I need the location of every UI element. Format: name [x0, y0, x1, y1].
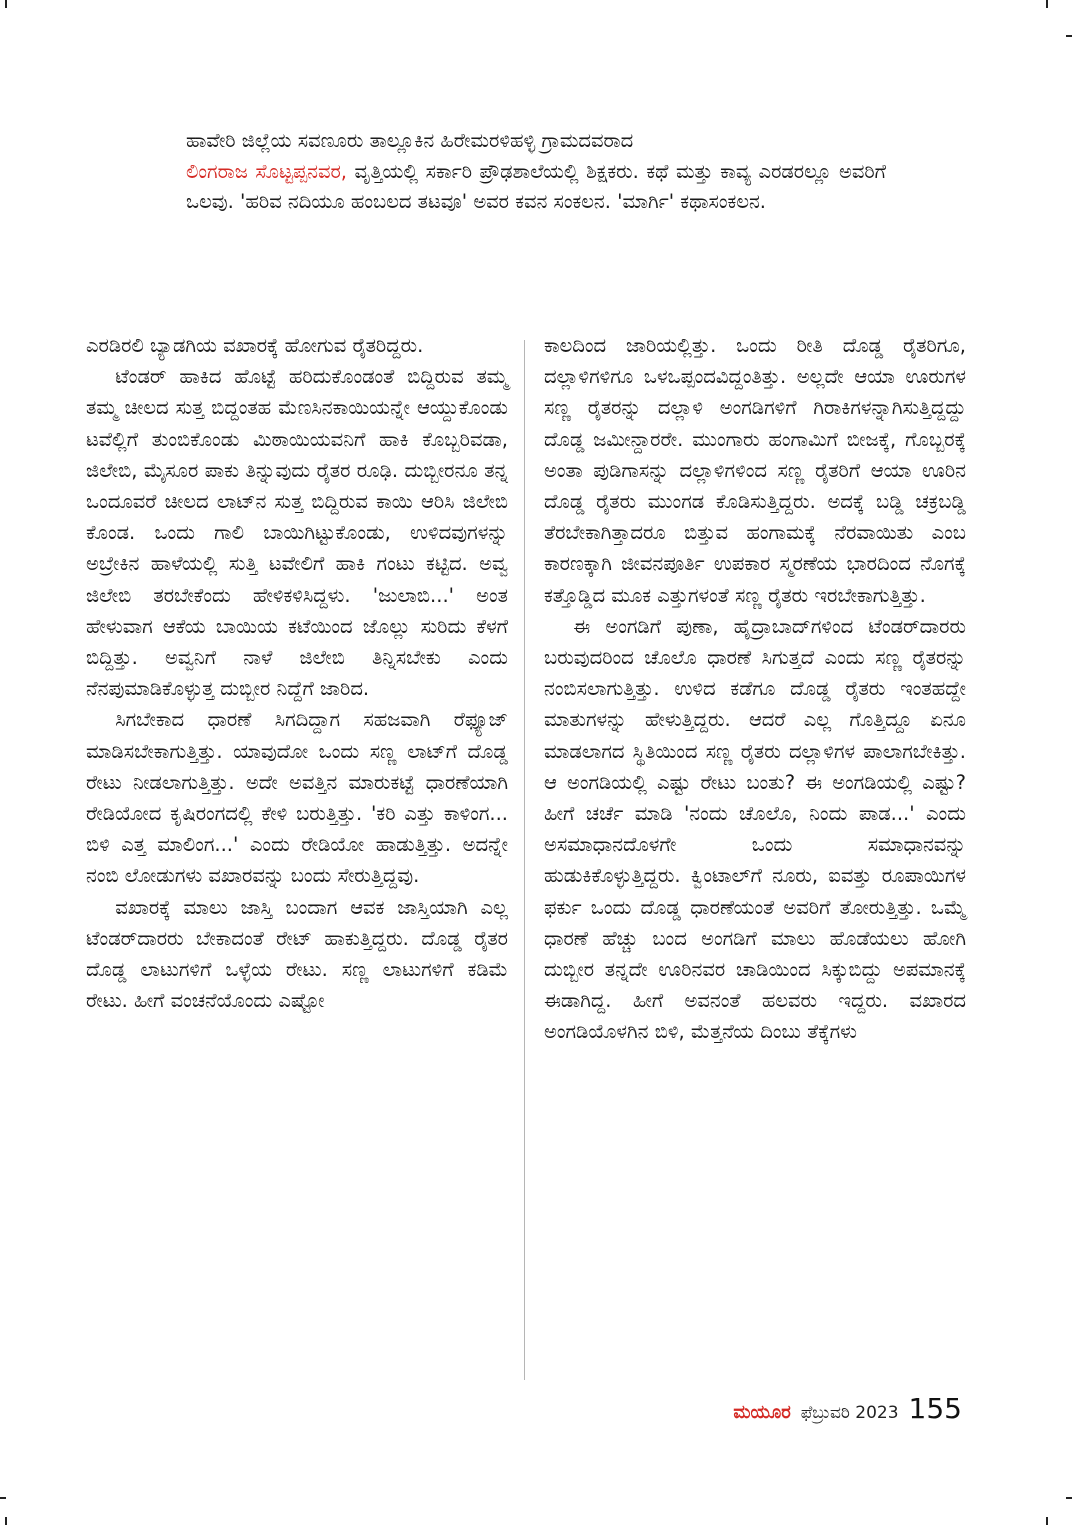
page-number: 155: [908, 1392, 962, 1425]
crop-mark-top-left: [5, 0, 7, 8]
page-footer: [733, 1392, 962, 1425]
paragraph: ಟೆಂಡರ್ ಹಾಕಿದ ಹೊಟ್ಟೆ ಹರಿದುಕೊಂಡಂತೆ ಬಿದ್ದಿರುವ ತಮ್ಮ ತಮ್ಮ ಚೀಲದ ಸುತ್ತ ಬಿದ್ದಂತಹ ಮೆಣಸಿನಕಾಯಿಯನ್ನೇ ಆಯ್ದುಕೊಂಡು ಟವೆಲ್ಲಿಗೆ ತುಂಬಿಕೊಂಡು ಮಿಠಾಯಿಯವನಿಗೆ ಹಾಕಿ ಕೊಬ್ಬರಿವಡಾ, ಜಿಲೇಬಿ, ಮೈಸೂರ ಪಾಕು ತಿನ್ನುವುದು ರೈತರ ರೂಢಿ. ದುಬ್ಬೀರನೂ ತನ್ನ ಒಂದೂವರೆ ಚೀಲದ ಲಾಟ್‌ನ ಸುತ್ತ ಬಿದ್ದಿರುವ ಕಾಯಿ ಆರಿಸಿ ಜಿಲೇಬಿ ಕೊಂಡ. ಒಂದು ಗಾಲಿ ಬಾಯಿಗಿಟ್ಟುಕೊಂಡು, ಉಳಿದವುಗಳನ್ನು ಅಬ್ರೇಕಿನ ಹಾಳೆಯಲ್ಲಿ ಸುತ್ತಿ ಟವೇಲಿಗೆ ಹಾಕಿ ಗಂಟು ಕಟ್ಟಿದ. ಅವ್ವ ಜಿಲೇಬಿ ತರಬೇಕೆಂದು ಹೇಳಿಕಳಿಸಿದ್ದಳು. 'ಜುಲಾಬಿ...' ಅಂತ ಹೇಳುವಾಗ ಆಕೆಯ ಬಾಯಿಯ ಕಟೆಯಿಂದ ಜೊಲ್ಲು ಸುರಿದು ಕೆಳಗೆ ಬಿದ್ದಿತ್ತು. ಅವ್ವನಿಗೆ ನಾಳೆ ಜಿಲೇಬಿ ತಿನ್ನಿಸಬೇಕು ಎಂದು ನೆನಪುಮಾಡಿಕೊಳ್ಳುತ್ತ ದುಬ್ಬೀರ ನಿದ್ದೆಗೆ ಜಾರಿದ.: [86, 365, 508, 701]
paragraph: ಸಿಗಬೇಕಾದ ಧಾರಣೆ ಸಿಗದಿದ್ದಾಗ ಸಹಜವಾಗಿ ರೆಫ್ಯೂಜ್ ಮಾಡಿಸಬೇಕಾಗುತ್ತಿತ್ತು. ಯಾವುದೋ ಒಂದು ಸಣ್ಣ ಲಾಟ್‌ಗೆ ದೊಡ್ಡ ರೇಟು ನೀಡಲಾಗುತ್ತಿತ್ತು. ಅದೇ ಅವತ್ತಿನ ಮಾರುಕಟ್ಟೆ ಧಾರಣೆಯಾಗಿ ರೇಡಿಯೋದ ಕೃಷಿರಂಗದಲ್ಲಿ ಕೇಳಿ ಬರುತ್ತಿತ್ತು. 'ಕರಿ ಎತ್ತು ಕಾಳಿಂಗ... ಬಿಳಿ ಎತ್ತ ಮಾಲಿಂಗ...' ಎಂದು ರೇಡಿಯೋ ಹಾಡುತ್ತಿತ್ತು. ಅದನ್ನೇ ನಂಬಿ ಲೋಡುಗಳು ವಖಾರವನ್ನು ಬಂದು ಸೇರುತ್ತಿದ್ದವು.: [86, 708, 508, 888]
paragraph: ವಖಾರಕ್ಕೆ ಮಾಲು ಜಾಸ್ತಿ ಬಂದಾಗ ಆವಕ ಜಾಸ್ತಿಯಾಗಿ ಎಲ್ಲ ಟೆಂಡರ್‌ದಾರರು ಬೇಕಾದಂತೆ ರೇಟ್ ಹಾಕುತ್ತಿದ್ದರು. ದೊಡ್ಡ ರೈತರ ದೊಡ್ಡ ಲಾಟುಗಳಿಗೆ ಒಳ್ಳೆಯ ರೇಟು. ಸಣ್ಣ ಲಾಟುಗಳಿಗೆ ಕಡಿಮೆ ರೇಟು. ಹೀಗೆ ವಂಚನೆಯೊಂದು ಎಷ್ಟೋ: [86, 895, 508, 1013]
article-column-left: [86, 330, 508, 1016]
crop-mark-bottom-left: [5, 1517, 7, 1525]
crop-mark-right-upper: [1066, 35, 1072, 37]
magazine-name: ಮಯೂರ: [733, 1402, 791, 1423]
author-name: ಲಿಂಗರಾಜ ಸೊಟ್ಟಪ್ಪನವರ,: [186, 159, 347, 183]
crop-mark-left-lower: [0, 1497, 6, 1499]
column-divider: [524, 340, 525, 1380]
issue-date: ಫೆಬ್ರುವರಿ 2023: [800, 1403, 899, 1423]
author-bio: [186, 126, 886, 218]
bio-intro: ಹಾವೇರಿ ಜಿಲ್ಲೆಯ ಸವಣೂರು ತಾಲ್ಲೂಕಿನ ಹಿರೇಮರಳಿಹಳ್ಳಿ ಗ್ರಾಮದವರಾದ: [186, 129, 634, 152]
bio-description: ವೃತ್ತಿಯಲ್ಲಿ ಸರ್ಕಾರಿ ಪ್ರೌಢಶಾಲೆಯಲ್ಲಿ ಶಿಕ್ಷಕರು. ಕಥೆ ಮತ್ತು ಕಾವ್ಯ ಎರಡರಲ್ಲೂ ಅವರಿಗೆ ಒಲವು. 'ಹರಿವ ನದಿಯೂ ಹಂಬಲದ ತಟವೂ' ಅವರ ಕವನ ಸಂಕಲನ. 'ಮಾರ್ಗಿ' ಕಥಾಸಂಕಲನ.: [186, 159, 887, 213]
crop-mark-bottom-right: [1046, 1517, 1048, 1525]
paragraph: ಎರಡಿರಲಿ ಬ್ಯಾಡಗಿಯ ವಖಾರಕ್ಕೆ ಹೋಗುವ ರೈತರಿದ್ದರು.: [86, 334, 424, 357]
paragraph: ಕಾಲದಿಂದ ಜಾರಿಯಲ್ಲಿತ್ತು. ಒಂದು ರೀತಿ ದೊಡ್ಡ ರೈತರಿಗೂ, ದಲ್ಲಾಳಿಗಳಿಗೂ ಒಳಒಪ್ಪಂದವಿದ್ದಂತಿತ್ತು. ಅಲ್ಲದೇ ಆಯಾ ಊರುಗಳ ಸಣ್ಣ ರೈತರನ್ನು ದಲ್ಲಾಳಿ ಅಂಗಡಿಗಳಿಗೆ ಗಿರಾಕಿಗಳನ್ನಾಗಿಸುತ್ತಿದ್ದದ್ದು ದೊಡ್ಡ ಜಮೀನ್ದಾರರೇ. ಮುಂಗಾರು ಹಂಗಾಮಿಗೆ ಬೀಜಕ್ಕೆ, ಗೊಬ್ಬರಕ್ಕೆ ಅಂತಾ ಪುಡಿಗಾಸನ್ನು ದಲ್ಲಾಳಿಗಳಿಂದ ಸಣ್ಣ ರೈತರಿಗೆ ಆಯಾ ಊರಿನ ದೊಡ್ಡ ರೈತರು ಮುಂಗಡ ಕೊಡಿಸುತ್ತಿದ್ದರು. ಅದಕ್ಕೆ ಬಡ್ಡಿ ಚಕ್ರಬಡ್ಡಿ ತೆರಬೇಕಾಗಿತ್ತಾದರೂ ಬಿತ್ತುವ ಹಂಗಾಮಕ್ಕೆ ನೆರವಾಯಿತು ಎಂಬ ಕಾರಣಕ್ಕಾಗಿ ಜೀವನಪೂರ್ತಿ ಉಪಕಾರ ಸ್ಮರಣೆಯ ಭಾರದಿಂದ ನೊಗಕ್ಕೆ ಕತ್ತೊಡ್ಡಿದ ಮೂಕ ಎತ್ತುಗಳಂತೆ ಸಣ್ಣ ರೈತರು ಇರಬೇಕಾಗುತ್ತಿತ್ತು.: [544, 334, 966, 607]
crop-mark-right-lower: [1066, 1497, 1072, 1499]
article-column-right: [544, 330, 966, 1048]
paragraph: ಈ ಅಂಗಡಿಗೆ ಪುಣಾ, ಹೈದ್ರಾಬಾದ್‌ಗಳಿಂದ ಟೆಂಡರ್‌ದಾರರು ಬರುವುದರಿಂದ ಚೊಲೊ ಧಾರಣೆ ಸಿಗುತ್ತದೆ ಎಂದು ಸಣ್ಣ ರೈತರನ್ನು ನಂಬಿಸಲಾಗುತ್ತಿತ್ತು. ಉಳಿದ ಕಡೆಗೂ ದೊಡ್ಡ ರೈತರು ಇಂತಹದ್ದೇ ಮಾತುಗಳನ್ನು ಹೇಳುತ್ತಿದ್ದರು. ಆದರೆ ಎಲ್ಲ ಗೊತ್ತಿದ್ದೂ ಏನೂ ಮಾಡಲಾಗದ ಸ್ಥಿತಿಯಿಂದ ಸಣ್ಣ ರೈತರು ದಲ್ಲಾಳಿಗಳ ಪಾಲಾಗಬೇಕಿತ್ತು. ಆ ಅಂಗಡಿಯಲ್ಲಿ ಎಷ್ಟು ರೇಟು ಬಂತು? ಈ ಅಂಗಡಿಯಲ್ಲಿ ಎಷ್ಟು? ಹೀಗೆ ಚರ್ಚೆ ಮಾಡಿ 'ನಂದು ಚೊಲೊ, ನಿಂದು ಪಾಡ...' ಎಂದು ಅಸಮಾಧಾನದೊಳಗೇ ಒಂದು ಸಮಾಧಾನವನ್ನು ಹುಡುಕಿಕೊಳ್ಳುತ್ತಿದ್ದರು. ಕ್ವಿಂಟಾಲ್‌ಗೆ ನೂರು, ಐವತ್ತು ರೂಪಾಯಿಗಳ ಫರ್ಕು ಒಂದು ದೊಡ್ಡ ಧಾರಣೆಯಂತೆ ಅವರಿಗೆ ತೋರುತ್ತಿತ್ತು. ಒಮ್ಮೆ ಧಾರಣೆ ಹೆಚ್ಚು ಬಂದ ಅಂಗಡಿಗೆ ಮಾಲು ಹೊಡೆಯಲು ಹೋಗಿ ದುಬ್ಬೀರ ತನ್ನದೇ ಊರಿನವರ ಚಾಡಿಯಿಂದ ಸಿಕ್ಕುಬಿದ್ದು ಅಪಮಾನಕ್ಕೆ ಈಡಾಗಿದ್ದ. ಹೀಗೆ ಅವನಂತೆ ಹಲವರು ಇದ್ದರು. ವಖಾರದ ಅಂಗಡಿಯೊಳಗಿನ ಬಿಳಿ, ಮೆತ್ತನೆಯ ದಿಂಬು ತೆಕ್ಕೆಗಳು: [544, 614, 966, 1044]
crop-mark-top-right: [1046, 0, 1048, 8]
